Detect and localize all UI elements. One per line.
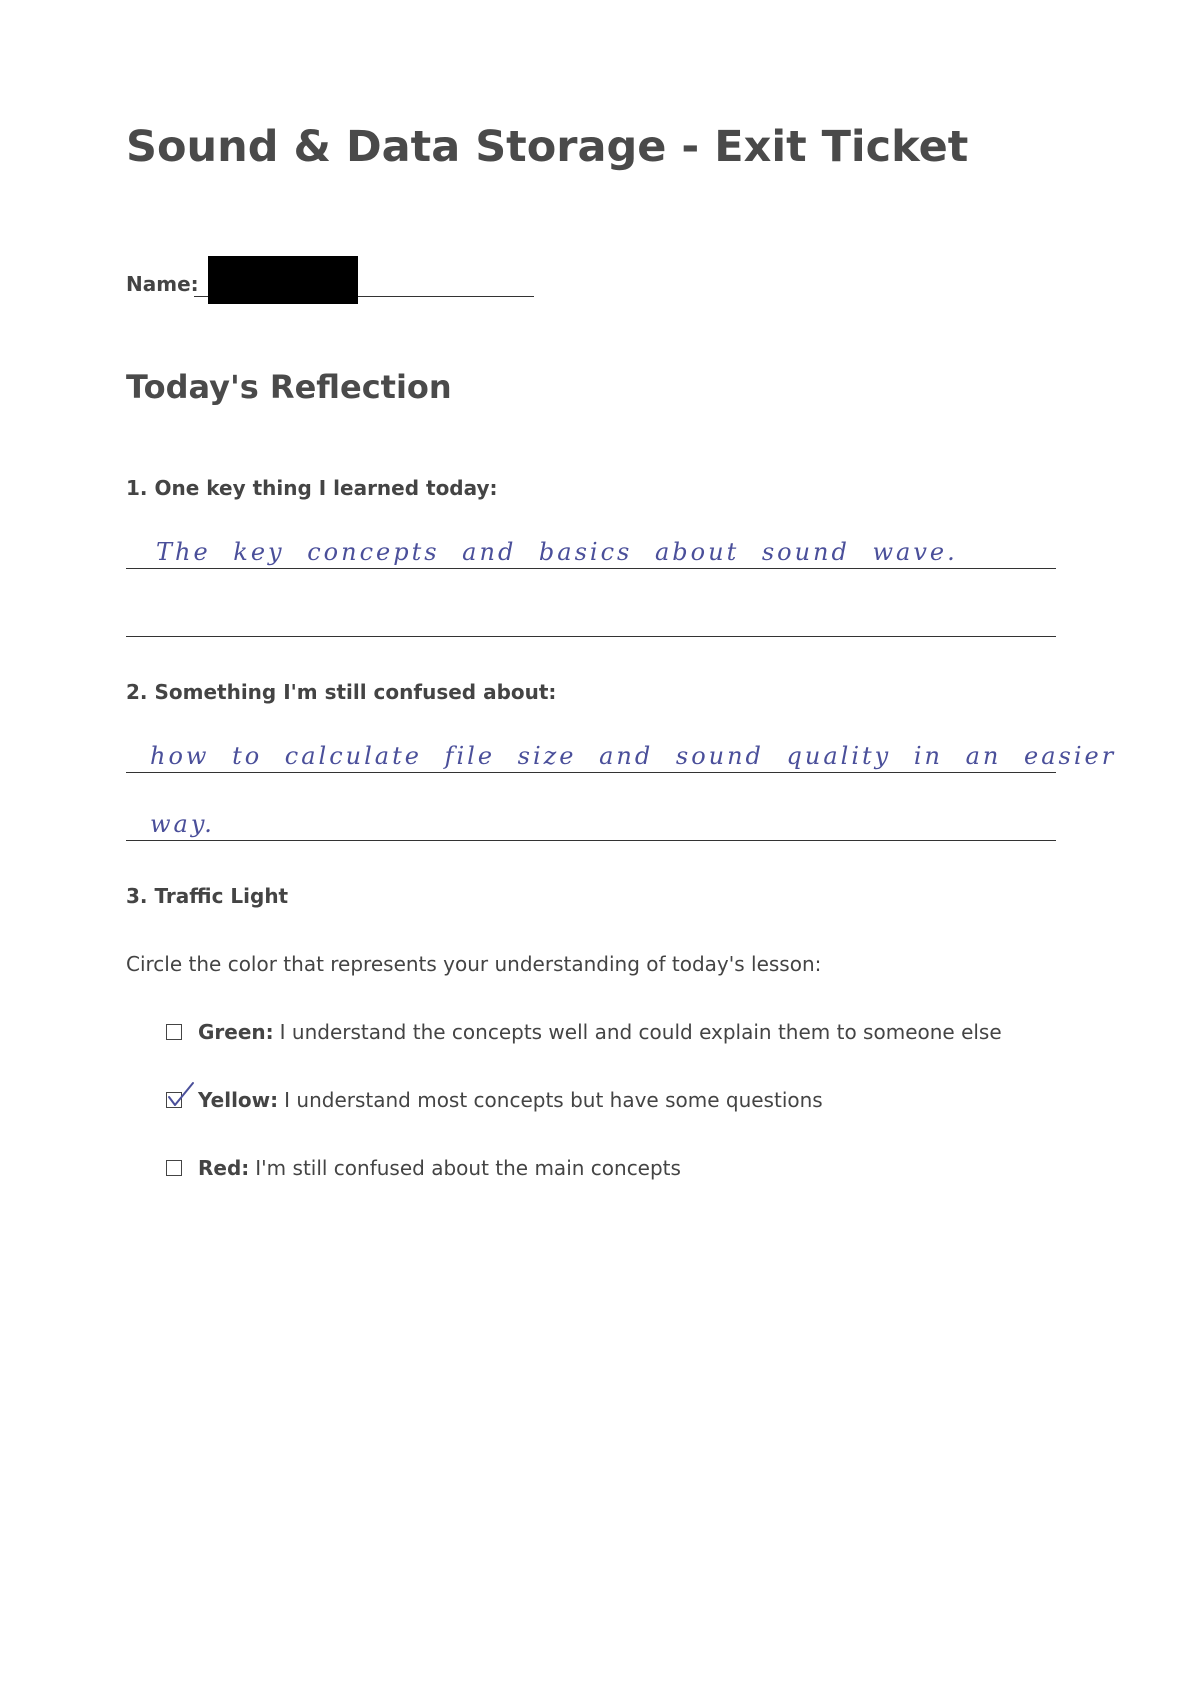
checkbox-green[interactable] [166, 1024, 182, 1040]
question-2-answer-line-1: how to calculate file size and sound quality in an easier [150, 742, 1117, 770]
answer-line[interactable] [126, 636, 1056, 637]
check-mark-icon [163, 1081, 195, 1109]
option-yellow-text: I understand most concepts but have some questions [284, 1088, 823, 1112]
option-red[interactable] [166, 1156, 681, 1180]
answer-line[interactable] [126, 840, 1056, 841]
option-yellow-label: Yellow: [198, 1088, 279, 1112]
page-title: Sound & Data Storage - Exit Ticket [126, 122, 969, 172]
question-2-label: 2. Something I'm still confused about: [126, 680, 557, 704]
question-1-label: 1. One key thing I learned today: [126, 476, 498, 500]
option-green-text: I understand the concepts well and could explain them to someone else [279, 1020, 1002, 1044]
question-3-label: 3. Traffic Light [126, 884, 289, 908]
answer-line[interactable] [126, 568, 1056, 569]
option-yellow[interactable] [166, 1088, 823, 1112]
checkbox-yellow[interactable] [166, 1092, 182, 1108]
option-green-label: Green: [198, 1020, 274, 1044]
checkbox-red[interactable] [166, 1160, 182, 1176]
section-title: Today's Reflection [126, 368, 452, 406]
question-2-answer-line-2: way. [150, 810, 215, 838]
option-red-label: Red: [198, 1156, 250, 1180]
option-red-text: I'm still confused about the main concepts [255, 1156, 681, 1180]
answer-line[interactable] [126, 772, 1056, 773]
option-green[interactable] [166, 1020, 1002, 1044]
traffic-light-instruction: Circle the color that represents your understanding of today's lesson: [126, 952, 822, 976]
name-redaction-box [208, 256, 358, 304]
question-1-answer-line-1: The key concepts and basics about sound wave. [156, 538, 958, 566]
name-label: Name: [126, 272, 199, 296]
